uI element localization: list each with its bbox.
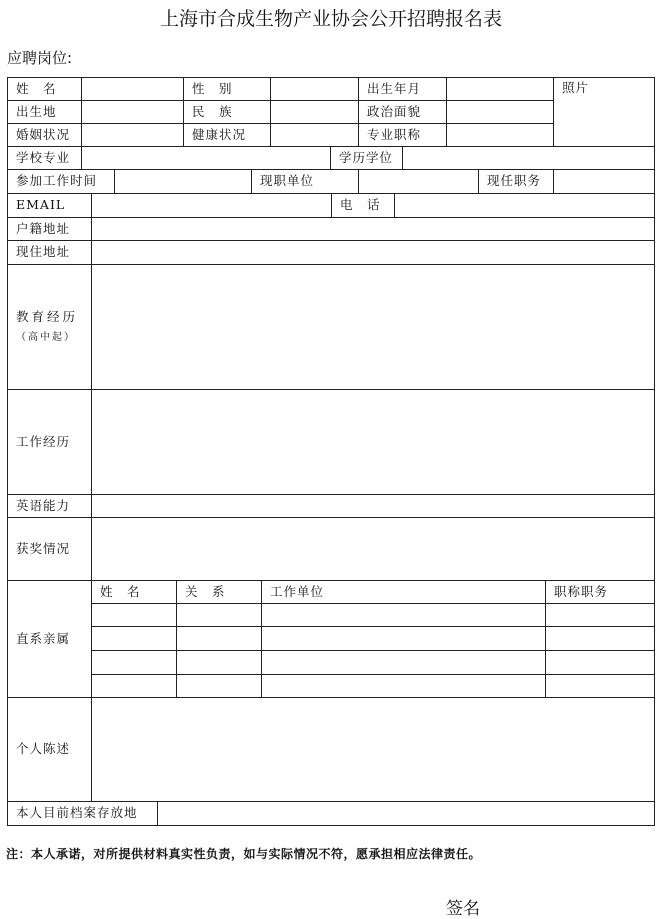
marital-status-label: 婚姻状况 xyxy=(7,123,82,147)
form-title: 上海市合成生物产业协会公开招聘报名表 xyxy=(159,8,502,30)
archive-field[interactable] xyxy=(157,801,655,826)
health-status-field[interactable] xyxy=(270,123,359,147)
birth-date-label: 出生年月 xyxy=(358,77,447,101)
family-row-4-title[interactable] xyxy=(545,674,655,698)
family-employer-header: 工作单位 xyxy=(261,580,546,604)
commitment-note: 注：本人承诺，对所提供材料真实性负责，如与实际情况不符，愿承担相应法律责任。 xyxy=(6,847,482,861)
current-employer-field[interactable] xyxy=(358,169,479,194)
hukou-address-field[interactable] xyxy=(91,217,655,241)
current-position-label: 现任职务 xyxy=(478,169,554,194)
birthplace-label: 出生地 xyxy=(7,100,82,124)
professional-title-field[interactable] xyxy=(446,123,554,147)
family-row-4-employer[interactable] xyxy=(261,674,546,698)
photo-box[interactable]: 照片 xyxy=(553,77,655,147)
work-start-field[interactable] xyxy=(114,169,252,194)
family-row-3-title[interactable] xyxy=(545,650,655,675)
name-field[interactable] xyxy=(81,77,184,101)
statement-label: 个人陈述 xyxy=(7,697,92,802)
family-row-3-relation[interactable] xyxy=(176,650,262,675)
education-label: 教育经历 xyxy=(16,308,79,324)
degree-label: 学历学位 xyxy=(330,146,403,170)
family-name-header: 姓 名 xyxy=(91,580,177,604)
school-major-field[interactable] xyxy=(81,146,331,170)
statement-field[interactable] xyxy=(91,697,655,802)
family-row-4-relation[interactable] xyxy=(176,674,262,698)
awards-label: 获奖情况 xyxy=(7,517,92,581)
ethnicity-field[interactable] xyxy=(270,100,359,124)
ethnicity-label: 民 族 xyxy=(183,100,271,124)
gender-label: 性 别 xyxy=(183,77,271,101)
school-major-label: 学校专业 xyxy=(7,146,82,170)
education-field[interactable] xyxy=(91,264,655,390)
hukou-address-label: 户籍地址 xyxy=(7,217,92,241)
family-row-1-relation[interactable] xyxy=(176,603,262,627)
family-label: 直系亲属 xyxy=(7,580,92,698)
marital-status-field[interactable] xyxy=(81,123,184,147)
archive-label: 本人目前档案存放地 xyxy=(7,801,158,826)
english-field[interactable] xyxy=(91,494,655,518)
current-employer-label: 现职单位 xyxy=(251,169,359,194)
family-row-4-name[interactable] xyxy=(91,674,177,698)
education-label-cell xyxy=(7,264,92,390)
work-start-label: 参加工作时间 xyxy=(7,169,115,194)
family-row-3-employer[interactable] xyxy=(261,650,546,675)
family-row-2-title[interactable] xyxy=(545,626,655,651)
email-label: EMAIL xyxy=(7,193,92,218)
degree-field[interactable] xyxy=(402,146,655,170)
english-label: 英语能力 xyxy=(7,494,92,518)
professional-title-label: 专业职称 xyxy=(358,123,447,147)
health-status-label: 健康状况 xyxy=(183,123,271,147)
awards-field[interactable] xyxy=(91,517,655,581)
family-row-1-employer[interactable] xyxy=(261,603,546,627)
phone-label: 电 话 xyxy=(331,193,395,218)
education-sub-label: （高中起） xyxy=(16,332,76,344)
current-address-label: 现住地址 xyxy=(7,240,92,265)
family-row-2-name[interactable] xyxy=(91,626,177,651)
political-status-field[interactable] xyxy=(446,100,554,124)
name-label: 姓 名 xyxy=(7,77,82,101)
family-row-2-employer[interactable] xyxy=(261,626,546,651)
current-position-field[interactable] xyxy=(553,169,655,194)
phone-field[interactable] xyxy=(394,193,655,218)
position-label: 应聘岗位: xyxy=(7,49,73,67)
birthplace-field[interactable] xyxy=(81,100,184,124)
signature-label: 签名 xyxy=(446,899,480,919)
family-row-3-name[interactable] xyxy=(91,650,177,675)
current-address-field[interactable] xyxy=(91,240,655,265)
political-status-label: 政治面貌 xyxy=(358,100,447,124)
family-relation-header: 关 系 xyxy=(176,580,262,604)
family-row-2-relation[interactable] xyxy=(176,626,262,651)
birth-date-field[interactable] xyxy=(446,77,554,101)
family-title-header: 职称职务 xyxy=(545,580,655,604)
family-row-1-name[interactable] xyxy=(91,603,177,627)
email-field[interactable] xyxy=(91,193,332,218)
family-row-1-title[interactable] xyxy=(545,603,655,627)
gender-field[interactable] xyxy=(270,77,359,101)
work-experience-field[interactable] xyxy=(91,389,655,495)
work-experience-label: 工作经历 xyxy=(7,389,92,495)
